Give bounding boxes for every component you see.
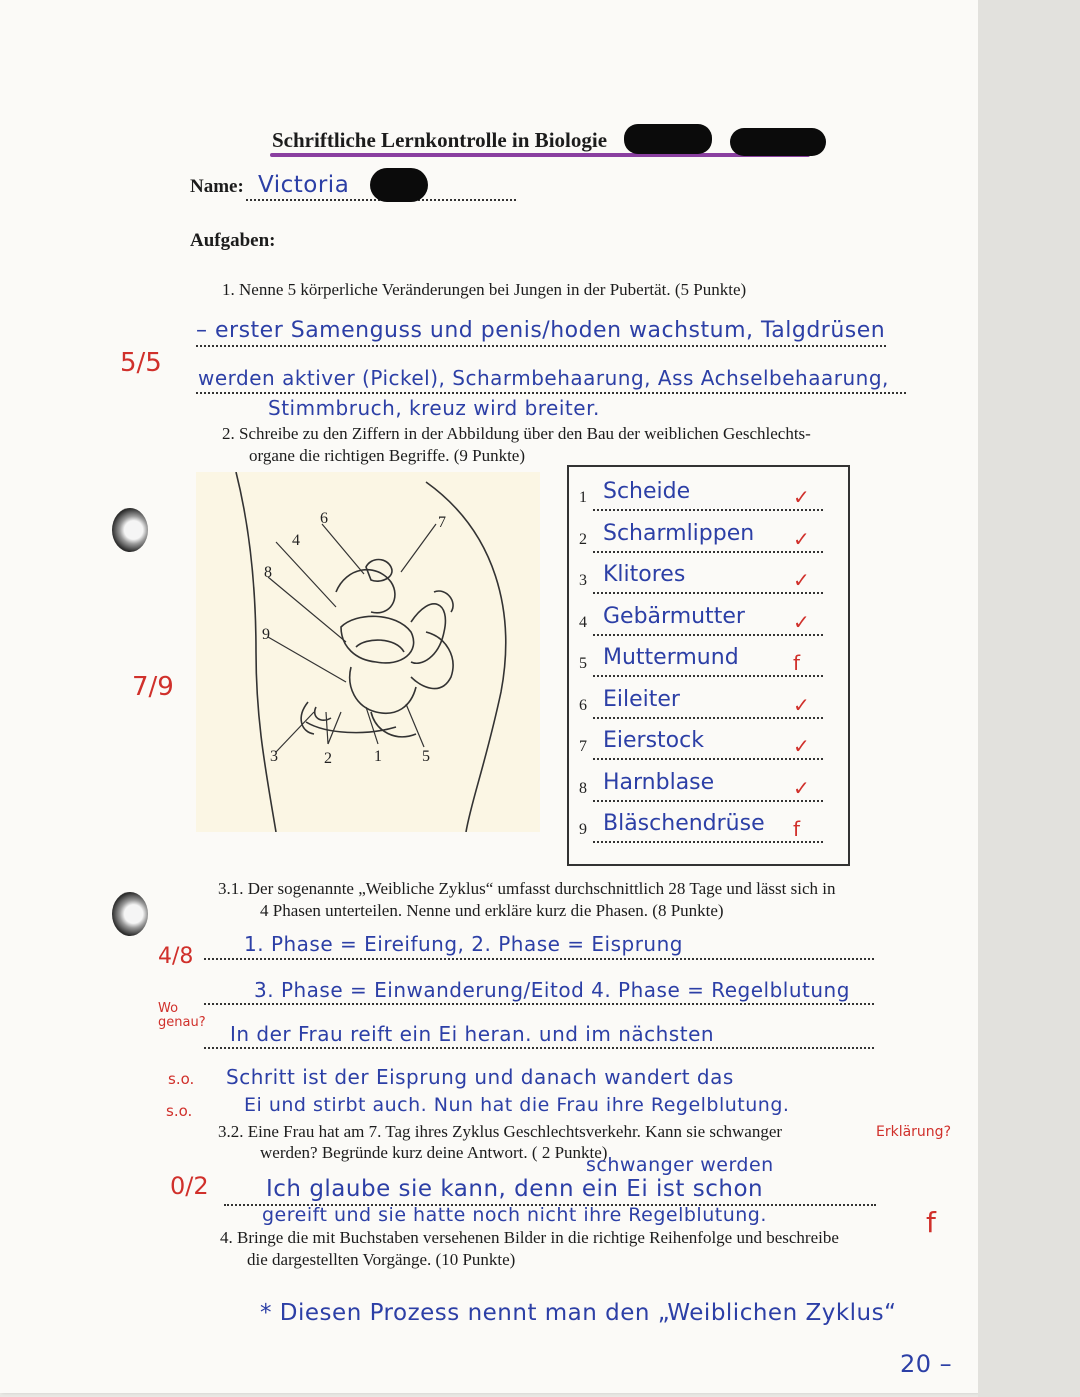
task1-answer-line2: werden aktiver (Pickel), Scharmbehaarung, Ass Achselbehaarung, xyxy=(198,366,889,390)
answer-line xyxy=(593,592,823,594)
task4-prompt-line2: die dargestellten Vorgänge. (10 Punkte) xyxy=(247,1250,516,1269)
answer-box xyxy=(567,465,850,866)
tasks-heading: Aufgaben: xyxy=(190,230,276,251)
answer-line xyxy=(593,717,823,719)
diagram-label-1: 1 xyxy=(374,748,382,765)
task31-margin-so-1: s.o. xyxy=(168,1070,195,1088)
answer-text-1: Scheide xyxy=(603,479,691,504)
task31-margin-so-2: s.o. xyxy=(166,1102,193,1120)
task32-prompt-line1: 3.2. Eine Frau hat am 7. Tag ihres Zyklus Geschlechtsverkehr. Kann sie schwanger xyxy=(218,1122,783,1141)
task31-prompt-line1: 3.1. Der sogenannte „Weibliche Zyklus“ umfasst durchschnittlich 28 Tage und lässt sich in xyxy=(218,879,836,898)
task4-prompt-line1: 4. Bringe die mit Buchstaben versehenen Bilder in die richtige Reihenfolge und beschreibe xyxy=(220,1228,839,1247)
punch-hole xyxy=(112,892,148,936)
worksheet-title: Schriftliche Lernkontrolle in Biologie xyxy=(272,128,608,152)
answer-line xyxy=(204,1003,874,1005)
check-mark-icon: ✓ xyxy=(793,734,810,758)
answer-line xyxy=(204,958,874,960)
check-mark-icon: ✓ xyxy=(793,610,810,634)
answer-text-6: Eileiter xyxy=(603,687,680,712)
task32-answer-line1: Ich glaube sie kann, denn ein Ei ist schon xyxy=(266,1176,764,1202)
diagram-label-6: 6 xyxy=(320,510,328,527)
answer-text-2: Scharmlippen xyxy=(603,521,755,546)
task32-answer-line2: gereift und sie hatte noch nicht ihre Regelblutung. xyxy=(262,1204,767,1226)
check-mark-icon: ✓ xyxy=(793,485,810,509)
task1-answer-line3: Stimmbruch, kreuz wird breiter. xyxy=(268,396,600,420)
answer-text-4: Gebärmutter xyxy=(603,604,745,629)
check-mark-icon: ✓ xyxy=(793,568,810,592)
redaction xyxy=(730,128,826,156)
wrong-mark: f xyxy=(793,817,801,841)
answer-line xyxy=(593,841,823,843)
diagram-label-3: 3 xyxy=(270,748,278,765)
answer-number-1: 1 xyxy=(579,489,587,506)
answer-line xyxy=(593,509,823,511)
answer-number-7: 7 xyxy=(579,738,587,755)
title-highlight xyxy=(270,153,810,157)
redaction xyxy=(624,124,712,154)
answer-line xyxy=(204,1047,874,1049)
task31-prompt-line2: 4 Phasen unterteilen. Nenne und erkläre kurz die Phasen. (8 Punkte) xyxy=(260,901,724,920)
answer-line xyxy=(593,758,823,760)
task31-answer-line5: Ei und stirbt auch. Nun hat die Frau ihre Regelblutung. xyxy=(244,1094,790,1116)
answer-number-6: 6 xyxy=(579,697,587,714)
task31-answer-line3: In der Frau reift ein Ei heran. und im nächsten xyxy=(230,1022,715,1046)
name-value: Victoria xyxy=(258,172,350,198)
answer-line xyxy=(593,675,823,677)
check-mark-icon: ✓ xyxy=(793,527,810,551)
answer-line xyxy=(593,551,823,553)
page-total: 20 – xyxy=(900,1350,953,1378)
answer-number-9: 9 xyxy=(579,821,587,838)
task1-answer-line1: – erster Samenguss und penis/hoden wachstum, Talgdrüsen xyxy=(196,318,886,343)
answer-number-5: 5 xyxy=(579,655,587,672)
task2-prompt-line1: 2. Schreibe zu den Ziffern in der Abbildung über den Bau der weiblichen Geschlechts- xyxy=(222,424,811,443)
diagram-label-4: 4 xyxy=(292,532,300,549)
task31-margin-question: Wo genau? xyxy=(158,1001,206,1030)
task31-answer-line4: Schritt ist der Eisprung und danach wandert das xyxy=(226,1065,734,1089)
diagram-label-8: 8 xyxy=(264,564,272,581)
answer-text-7: Eierstock xyxy=(603,728,704,753)
answer-line xyxy=(593,800,823,802)
page-background xyxy=(978,0,1080,1397)
task31-margin-explanation: Erklärung? xyxy=(876,1124,951,1140)
answer-text-8: Harnblase xyxy=(603,770,715,795)
task32-prompt-line2: werden? Begründe kurz deine Antwort. ( 2 Punkte) xyxy=(260,1143,608,1162)
task2-prompt-line2: organe die richtigen Begriffe. (9 Punkte) xyxy=(249,446,526,465)
punch-hole xyxy=(112,508,148,552)
task32-mark: f xyxy=(926,1206,936,1239)
answer-line xyxy=(196,392,906,394)
wrong-mark: f xyxy=(793,651,801,675)
answer-number-4: 4 xyxy=(579,614,587,631)
task1-prompt: 1. Nenne 5 körperliche Veränderungen bei Jungen in der Pubertät. (5 Punkte) xyxy=(222,280,747,299)
answer-line xyxy=(593,634,823,636)
task31-answer-line1: 1. Phase = Eireifung, 2. Phase = Eisprung xyxy=(244,932,683,956)
task1-score: 5/5 xyxy=(120,348,162,378)
diagram-label-2: 2 xyxy=(324,750,332,767)
answer-text-9: Bläschendrüse xyxy=(603,811,765,836)
task32-insert: schwanger werden xyxy=(586,1154,774,1176)
check-mark-icon: ✓ xyxy=(793,693,810,717)
name-label: Name: xyxy=(190,176,244,197)
answer-number-8: 8 xyxy=(579,780,587,797)
task2-score: 7/9 xyxy=(132,672,174,702)
answer-number-2: 2 xyxy=(579,531,587,548)
task31-score: 4/8 xyxy=(158,944,194,969)
task31-answer-line2: 3. Phase = Einwanderung/Eitod 4. Phase = Regelblutung xyxy=(254,978,850,1002)
footnote: * Diesen Prozess nennt man den „Weiblichen Zyklus“ xyxy=(260,1300,897,1326)
answer-text-3: Klitores xyxy=(603,562,686,587)
check-mark-icon: ✓ xyxy=(793,776,810,800)
pelvis-illustration xyxy=(196,472,540,832)
task32-score: 0/2 xyxy=(170,1172,209,1200)
anatomy-diagram xyxy=(196,472,540,832)
redaction xyxy=(370,168,428,202)
diagram-label-9: 9 xyxy=(262,626,270,643)
answer-text-5: Muttermund xyxy=(603,645,739,670)
diagram-label-7: 7 xyxy=(438,514,446,531)
answer-number-3: 3 xyxy=(579,572,587,589)
diagram-label-5: 5 xyxy=(422,748,430,765)
answer-line xyxy=(196,345,886,347)
